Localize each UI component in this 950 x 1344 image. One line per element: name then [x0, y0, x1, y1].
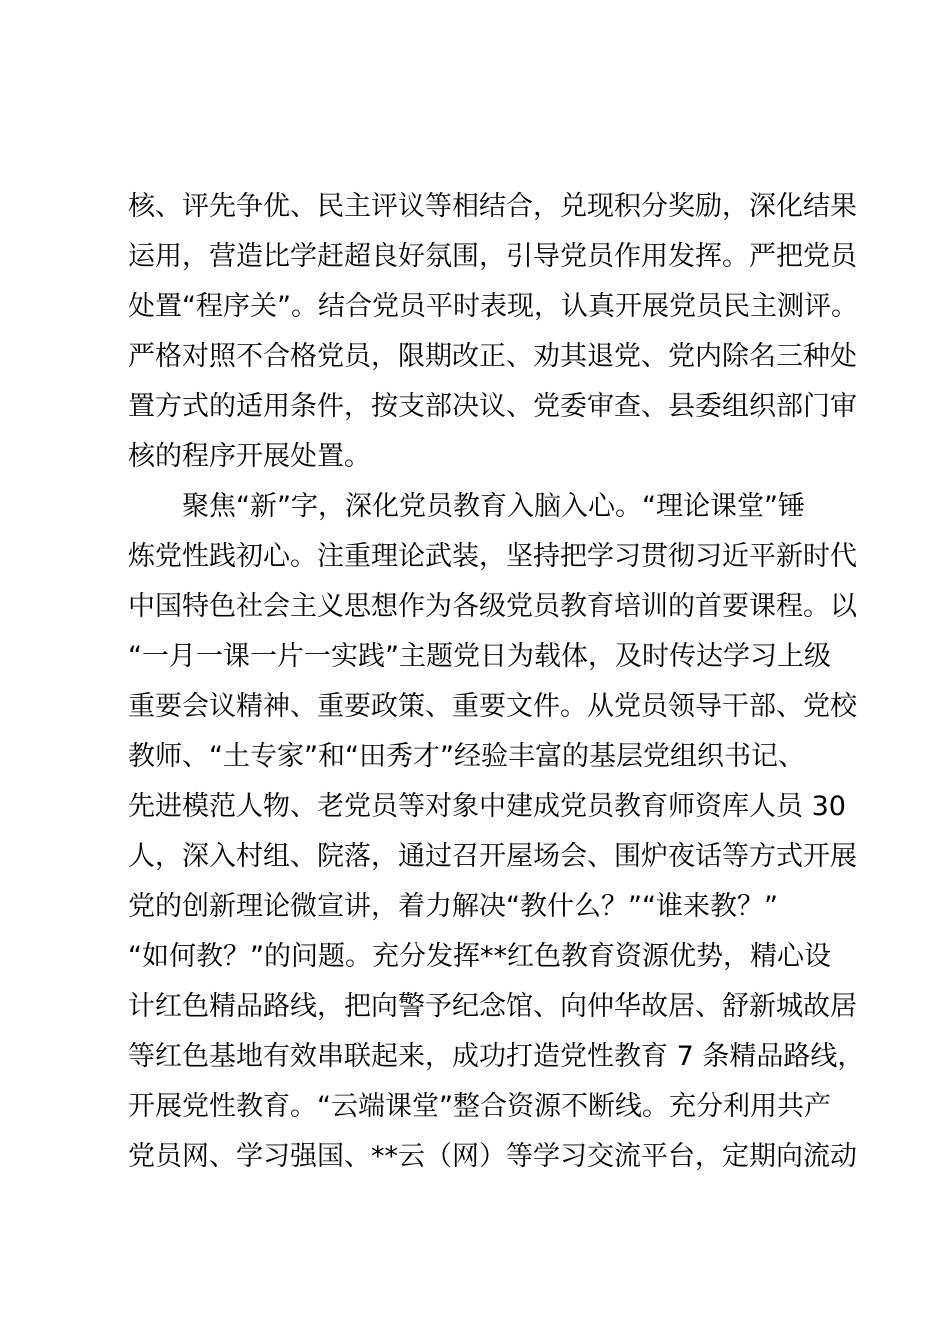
- text-line-6: 核的程序开展处置。: [128, 441, 371, 472]
- text-line-9: 中国特色社会主义思想作为各级党员教育培训的首要课程。以: [128, 591, 857, 622]
- text-line-1: 核、评先争优、民主评议等相结合，兑现积分奖励，深化结果: [128, 191, 857, 222]
- text-line-5: 置方式的适用条件，按支部决议、党委审查、县委组织部门审: [128, 391, 857, 422]
- text-line-11: 重要会议精神、重要政策、重要文件。从党员领导干部、党校: [128, 691, 857, 722]
- text-line-2: 运用，营造比学赶超良好氛围，引导党员作用发挥。严把党员: [128, 241, 857, 272]
- text-line-15: 党的创新理论微宣讲，着力解决“教什么？”“谁来教？”: [128, 891, 778, 922]
- text-line-4: 严格对照不合格党员，限期改正、劝其退党、党内除名三种处: [128, 341, 857, 372]
- text-line-14: 人，深入村组、院落，通过召开屋场会、围炉夜话等方式开展: [128, 841, 857, 872]
- text-line-19: 开展党性教育。“云端课堂”整合资源不断线。充分利用共产: [128, 1091, 831, 1122]
- text-line-10: “一月一课一片一实践”主题党日为载体，及时传达学习上级: [128, 641, 831, 672]
- text-line-3: 处置“程序关”。结合党员平时表现，认真开展党员民主测评。: [128, 291, 858, 322]
- text-line-12: 教师、“土专家”和“田秀才”经验丰富的基层党组织书记、: [128, 741, 805, 772]
- text-line-13: 先进模范人物、老党员等对象中建成党员教育师资库人员 30: [128, 791, 846, 822]
- text-line-16: “如何教？”的问题。充分发挥**红色教育资源优势，精心设: [128, 941, 831, 972]
- text-line-17: 计红色精品路线，把向警予纪念馆、向仲华故居、舒新城故居: [128, 991, 857, 1022]
- text-line-20: 党员网、学习强国、**云（网）等学习交流平台，定期向流动: [128, 1141, 857, 1172]
- text-line-8: 炼党性践初心。注重理论武装，坚持把学习贯彻习近平新时代: [128, 541, 857, 572]
- paragraph-start-line: 聚焦“新”字，深化党员教育入脑入心。“理论课堂”锤: [182, 491, 805, 522]
- text-line-18: 等红色基地有效串联起来，成功打造党性教育 7 条精品路线，: [128, 1041, 865, 1072]
